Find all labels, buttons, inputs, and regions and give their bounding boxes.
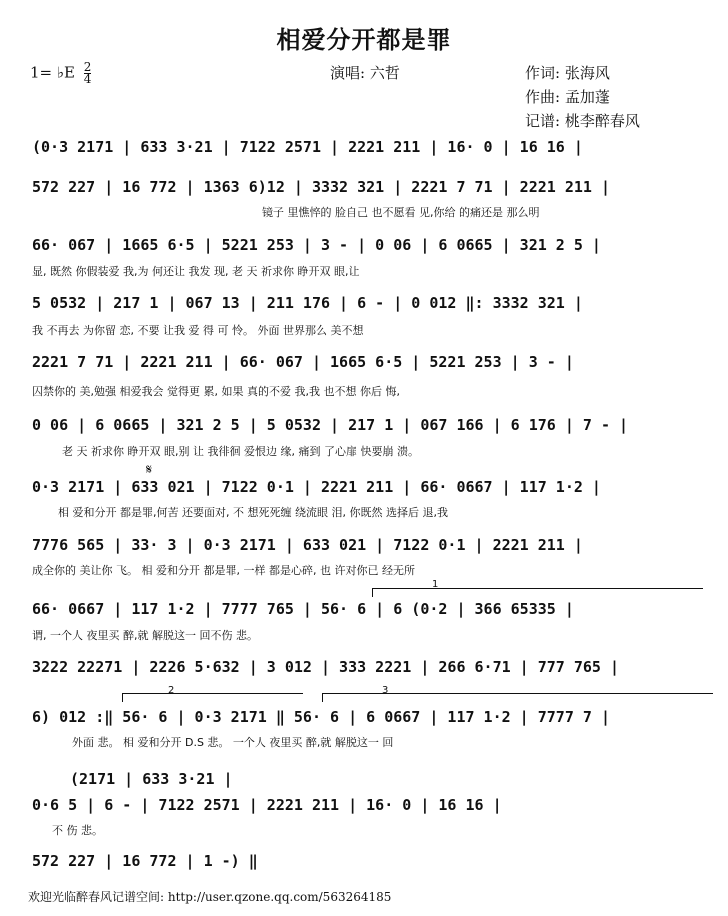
score-line-1: (0·3 2171 | 633 3·21 | 7122 2571 | 2221 211 | 16· 0 | 16 16 | [32,138,583,156]
score-line-5: 2221 7 71 | 2221 211 | 66· 067 | 1665 6·5 | 5221 253 | 3 - | [32,353,574,371]
score-line-10: 3222 22271 | 2226 5·632 | 3 012 | 333 2221 | 266 6·71 | 777 765 | [32,658,619,676]
footer-credit: 欢迎光临醉春风记谱空间: http://user.qzone.qq.com/563264185 [28,890,392,904]
key-label: 1= ♭E [30,63,75,82]
volta-bracket-1 [372,588,703,597]
lyric-line-8: 成全你的 美让你 飞。 相 爱和分开 都是罪, 一样 都是心碎, 也 许对你已 经无所 [32,564,415,577]
lyric-line-6: 老 天 祈求你 睁开双 眼,别 让 我徘徊 爱恨边 缘, 痛到 了心扉 快要崩 溃。 [62,445,419,458]
volta-bracket-2 [122,693,303,702]
score-line-2: 572 227 | 16 772 | 1363 6)12 | 3332 321 | 2221 7 71 | 2221 211 | [32,178,610,196]
segno-mark: 𝄋 [146,462,153,478]
lyric-line-5: 囚禁你的 美,勉强 相爱我会 觉得更 累, 如果 真的不爱 我,我 也不想 你后 悔, [32,385,400,398]
score-line-3: 66· 067 | 1665 6·5 | 5221 253 | 3 - | 0 06 | 6 0665 | 321 2 5 | [32,236,601,254]
lyric-line-4: 我 不再去 为你留 恋, 不要 让我 爱 得 可 怜。 外面 世界那么 美不想 [32,324,364,337]
time-signature-top: 2 [83,60,92,74]
score-line-14: 572 227 | 16 772 | 1 -) ‖ [32,852,258,870]
key-signature [30,62,91,85]
transcriber: 记谱: 桃李醉春风 [525,112,640,130]
lyricist: 作词: 张海风 [525,64,610,82]
time-signature-bottom: 4 [83,72,92,86]
page-title: 相爱分开都是罪 [276,26,452,54]
score-line-9: 66· 0667 | 117 1·2 | 7777 765 | 56· 6 | 6 (0·2 | 366 65335 | [32,600,574,618]
score-line-4: 5 0532 | 217 1 | 067 13 | 211 176 | 6 - | 0 012 ‖: 3332 321 | [32,294,583,312]
lyric-line-11: 外面 悲。 相 爱和分开 D.S 悲。 一个人 夜里买 醉,就 解脱这一 回 [72,736,394,749]
score-line-12: (2171 | 633 3·21 | [70,770,233,788]
lyric-line-3: 显, 既然 你假装爱 我,为 何还让 我发 现, 老 天 祈求你 睁开双 眼,让 [32,265,360,278]
lyric-line-9: 谓, 一个人 夜里买 醉,就 解脱这一 回不伤 悲。 [32,629,258,642]
volta-bracket-3 [322,693,713,702]
lyric-line-7: 相 爱和分开 都是罪,何苦 还要面对, 不 想死死缠 绕流眼 泪, 你既然 选择后 退,我 [58,506,448,519]
volta-label-3: 3 [382,685,389,696]
lyric-line-2: 镜子 里憔悴的 脸自己 也不愿看 见,你给 的痛还是 那么明 [262,206,540,219]
time-signature [84,62,92,85]
volta-label-1: 1 [432,579,439,590]
score-line-11: 6) 012 :‖ 56· 6 | 0·3 2171 ‖ 56· 6 | 6 0667 | 117 1·2 | 7777 7 | [32,708,610,726]
volta-label-2: 2 [168,685,175,696]
score-line-6: 0 06 | 6 0665 | 321 2 5 | 5 0532 | 217 1 | 067 166 | 6 176 | 7 - | [32,416,629,434]
singer: 演唱: 六哲 [330,64,400,82]
score-line-7: 0·3 2171 | 633 021 | 7122 0·1 | 2221 211 | 66· 0667 | 117 1·2 | [32,478,601,496]
lyric-line-13: 不 伤 悲。 [52,824,103,837]
composer: 作曲: 孟加蓬 [525,88,610,106]
score-line-13: 0·6 5 | 6 - | 7122 2571 | 2221 211 | 16· 0 | 16 16 | [32,796,502,814]
score-line-8: 7776 565 | 33· 3 | 0·3 2171 | 633 021 | 7122 0·1 | 2221 211 | [32,536,583,554]
